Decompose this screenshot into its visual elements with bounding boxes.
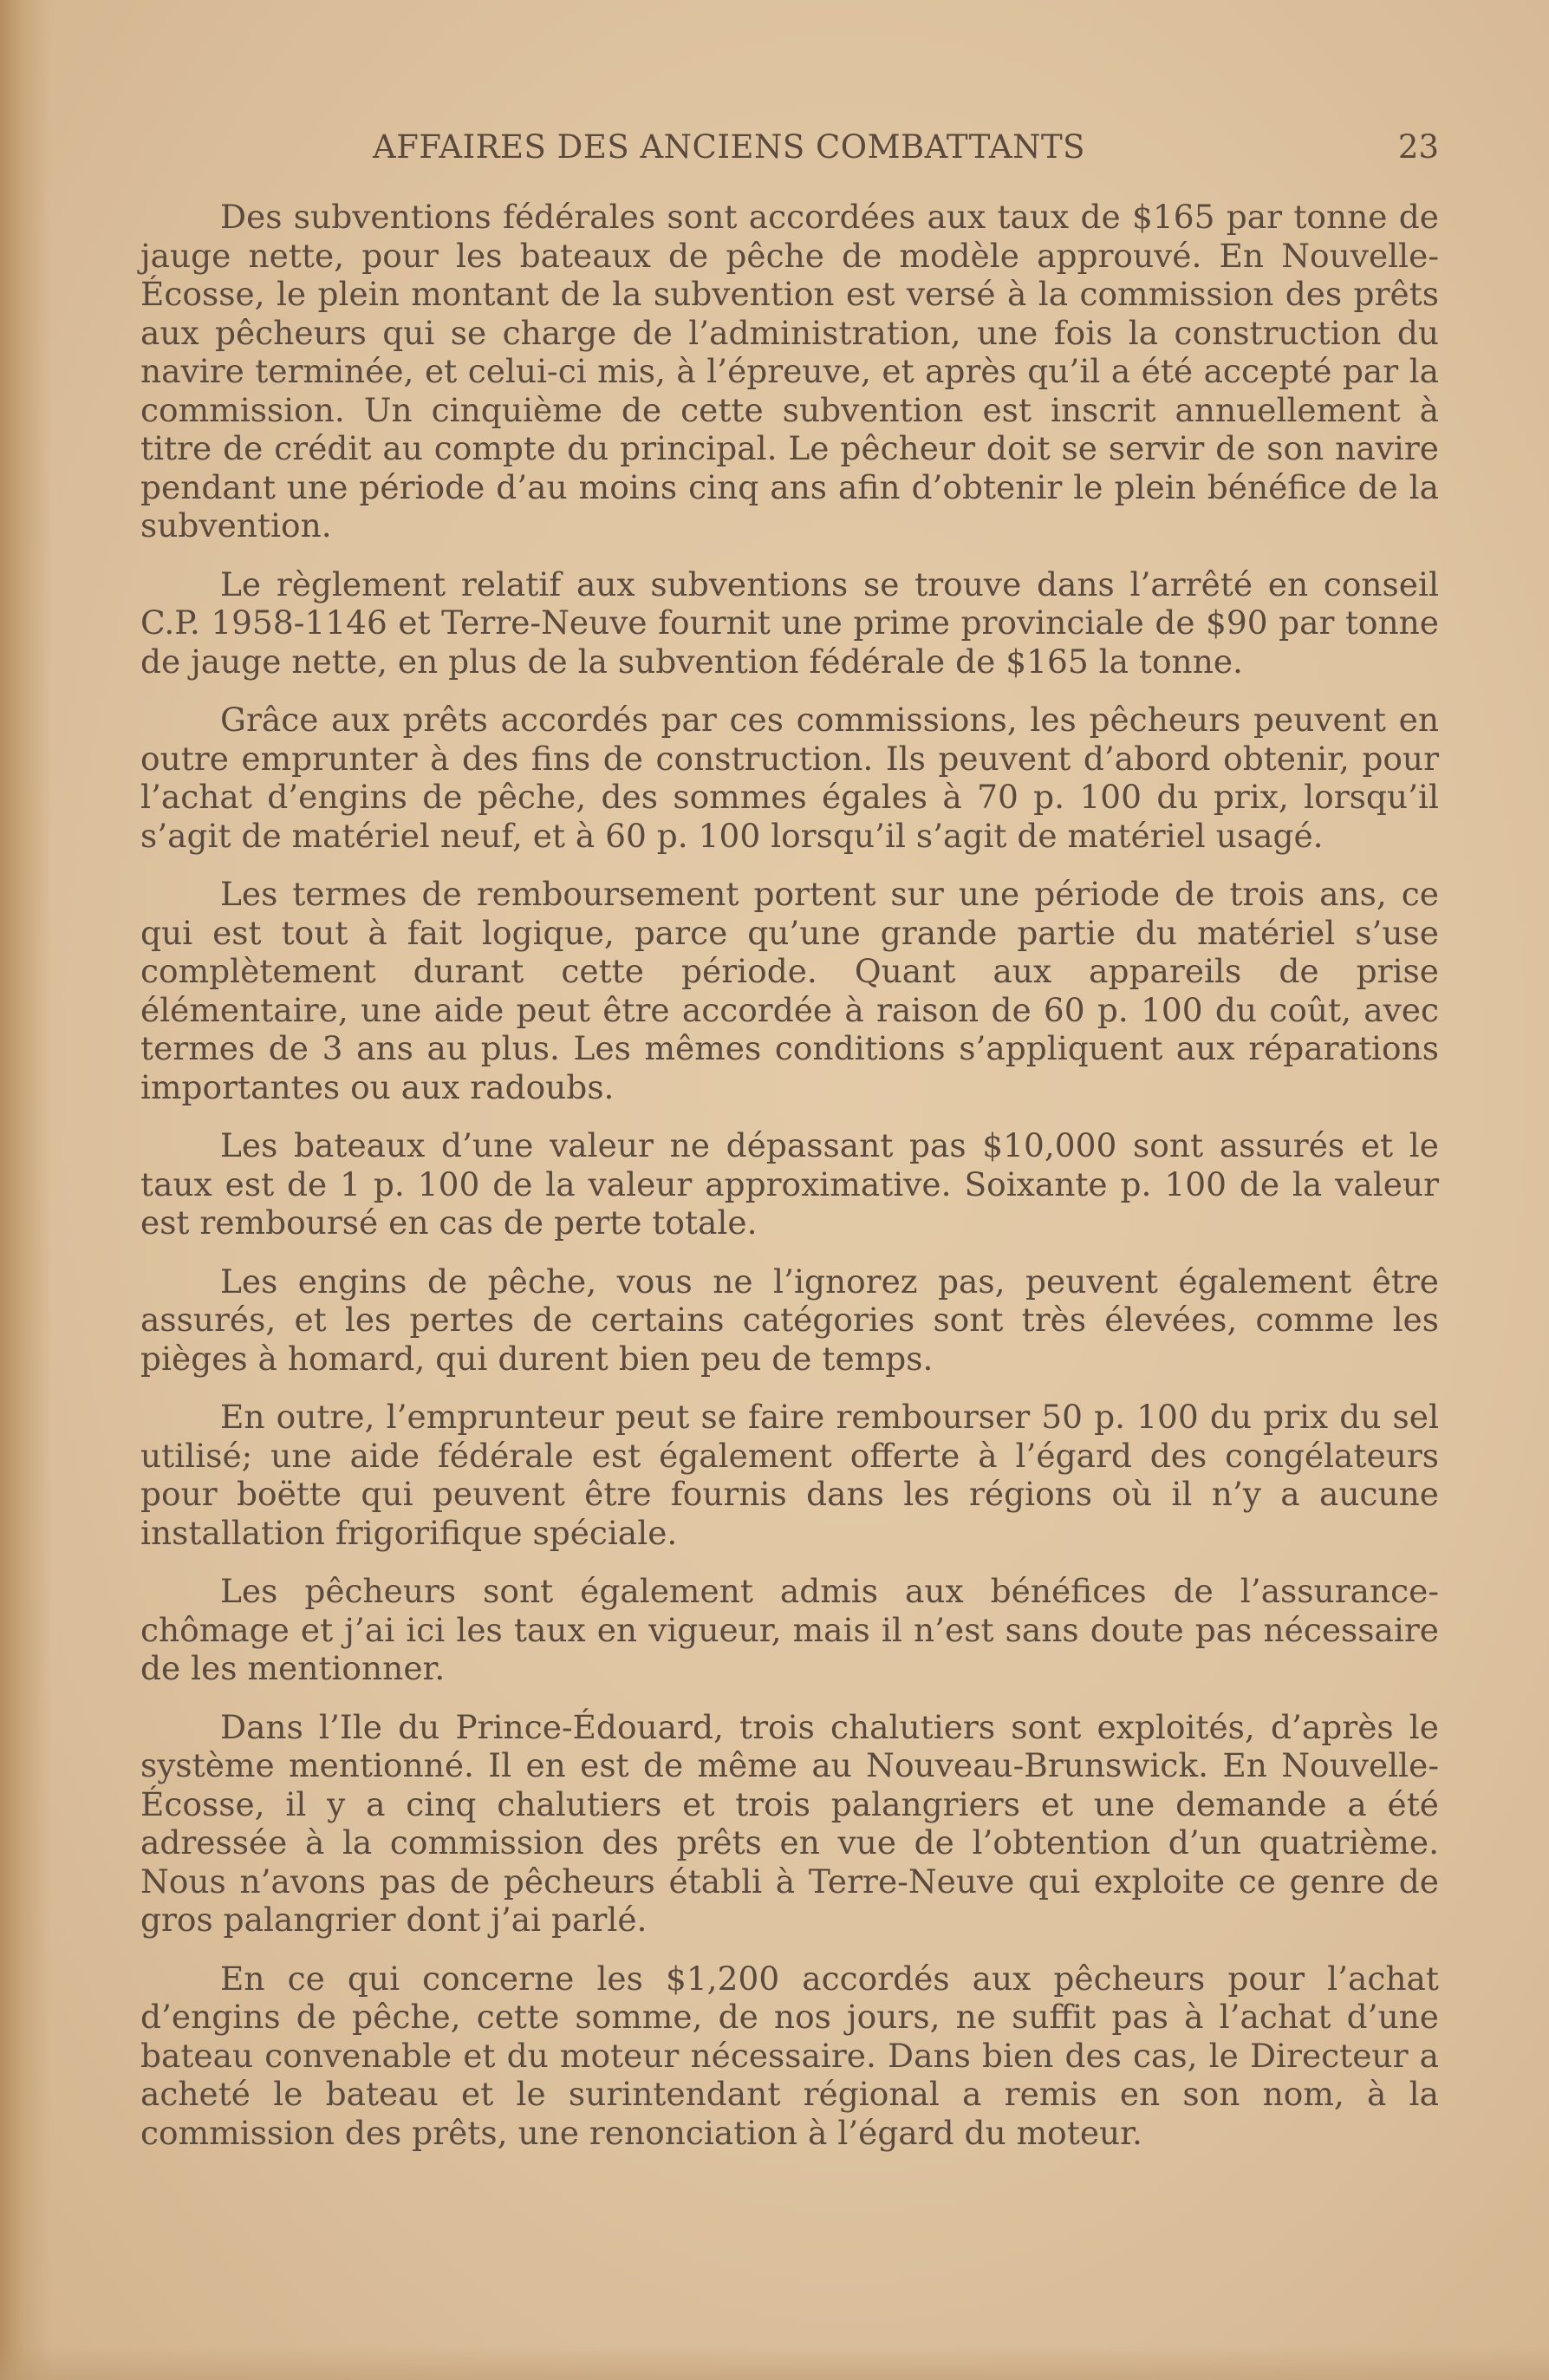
paragraph: Les pêcheurs sont également admis aux bénéfices de l’assurance-chômage et j’ai ici les taux en vigueur, mais il n’est sans doute pas nécessaire de les mentionner. xyxy=(140,1572,1439,1687)
running-header xyxy=(373,128,1439,172)
paragraph: Dans l’Ile du Prince-Édouard, trois chalutiers sont exploités, d’après le système mentionné. Il en est de même au Nouveau-Brunswick. En Nouvelle-Écosse, il y a cinq chalutiers et trois palangriers et une demande a été adressée à la commission des prêts en vue de l’obtention d’un quatrième. Nous n’avons pas de pêcheurs établi à Terre-Neuve qui exploite ce genre de gros palangrier dont j’ai parlé. xyxy=(140,1707,1439,1939)
page-edge-shadow xyxy=(0,0,52,2380)
paragraph: Grâce aux prêts accordés par ces commissions, les pêcheurs peuvent en outre emprunter à des fins de construction. Ils peuvent d’abord obtenir, pour l’achat d’engins de pêche, des sommes égales à 70 p. 100 du prix, lorsqu’il s’agit de matériel neuf, et à 60 p. 100 lorsqu’il s’agit de matériel usagé. xyxy=(140,701,1439,855)
running-title: AFFAIRES DES ANCIENS COMBATTANTS xyxy=(373,128,1086,166)
paragraph: Les bateaux d’une valeur ne dépassant pas $10,000 sont assurés et le taux est de 1 p. 100 de la valeur approximative. Soixante p. 100 de la valeur est remboursé en cas de perte totale. xyxy=(140,1126,1439,1242)
paragraph: Des subventions fédérales sont accordées aux taux de $165 par tonne de jauge nette, pour les bateaux de pêche de modèle approuvé. En Nouvelle-Écosse, le plein montant de la subvention est versé à la commission des prêts aux pêcheurs qui se charge de l’administration, une fois la construction du navire terminée, et celui-ci mis, à l’épreuve, et après qu’il a été accepté par la commission. Un cinquième de cette subvention est inscrit annuellement à titre de crédit au compte du principal. Le pêcheur doit se servir de son navire pendant une période d’au moins cinq ans afin d’obtenir le plein bénéfice de la subvention. xyxy=(140,198,1439,544)
page-bottom-shadow xyxy=(0,2345,1549,2380)
paragraph: Le règlement relatif aux subventions se trouve dans l’arrêté en conseil C.P. 1958-1146 et Terre-Neuve fournit une prime provinciale de $90 par tonne de jauge nette, en plus de la subvention fédérale de $165 la tonne. xyxy=(140,564,1439,681)
paragraph: Les engins de pêche, vous ne l’ignorez pas, peuvent également être assurés, et les pertes de certains catégories sont très élevées, comme les pièges à homard, qui durent bien peu de temps. xyxy=(140,1262,1439,1378)
paragraph: En ce qui concerne les $1,200 accordés aux pêcheurs pour l’achat d’engins de pêche, cette somme, de nos jours, ne suffit pas à l’achat d’une bateau convenable et du moteur nécessaire. Dans bien des cas, le Directeur a acheté le bateau et le surintendant régional a remis en son nom, à la commission des prêts, une renonciation à l’égard du moteur. xyxy=(140,1959,1439,2152)
page-number: 23 xyxy=(1397,128,1439,166)
body-text xyxy=(140,198,1439,2172)
paragraph: En outre, l’emprunteur peut se faire rembourser 50 p. 100 du prix du sel utilisé; une aide fédérale est également offerte à l’égard des congélateurs pour boëtte qui peuvent être fournis dans les régions où il n’y a aucune installation frigorifique spéciale. xyxy=(140,1398,1439,1552)
paragraph: Les termes de remboursement portent sur une période de trois ans, ce qui est tout à fait logique, parce qu’une grande partie du matériel s’use complètement durant cette période. Quant aux appareils de prise élémentaire, une aide peut être accordée à raison de 60 p. 100 du coût, avec termes de 3 ans au plus. Les mêmes conditions s’appliquent aux réparations importantes ou aux radoubs. xyxy=(140,875,1439,1106)
